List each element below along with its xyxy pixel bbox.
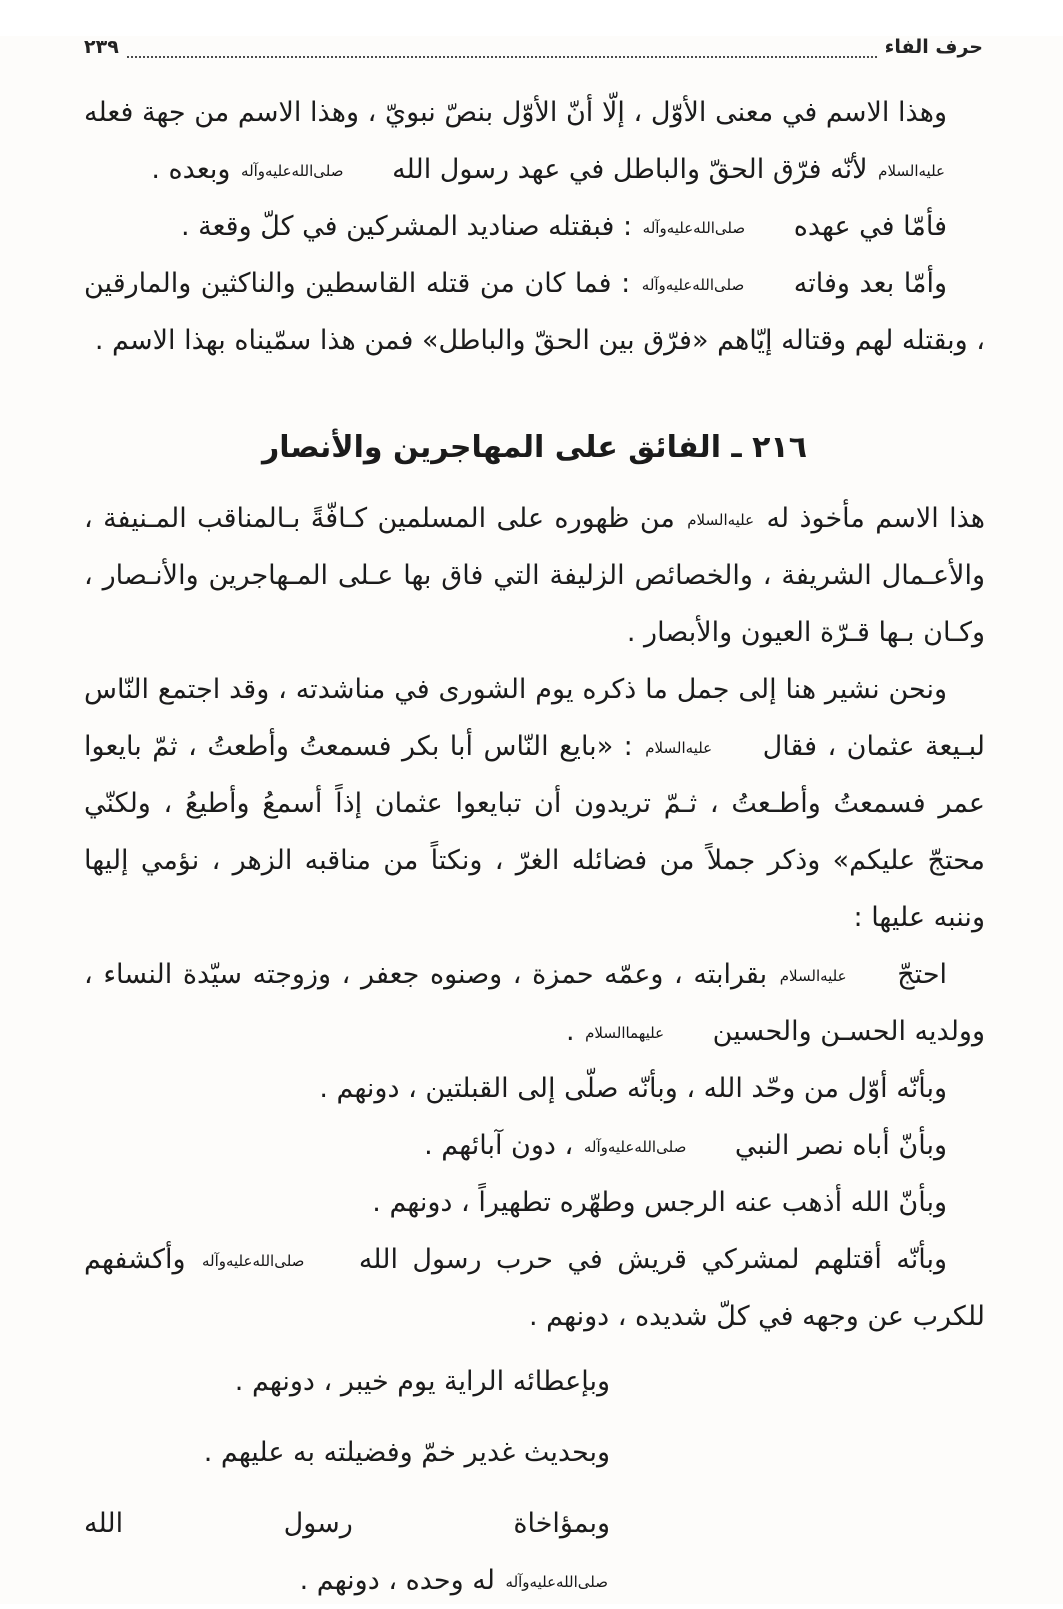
honorific-mark: عليه‌السلام xyxy=(687,511,755,529)
honorific-mark: صلى‌الله‌عليه‌وآله xyxy=(505,1573,608,1591)
paragraph xyxy=(84,198,985,255)
text-segment: وبأنّ الله أذهب عنه الرجس وطهّره تطهيراً ، دونهم . xyxy=(372,1187,947,1218)
paragraph xyxy=(84,84,985,198)
text-segment: ونحن نشير هنا إلى جمل ما ذكره يوم الشورى في مناشدته ، وقد اجتمع النّاس لبـيعة عثمان ، فقال xyxy=(84,674,985,762)
text-segment: من ظهوره على المسلمين كـافّةً بـالمناقب المـنيفة ، والأعـمال الشريفة ، والخصائص الزليفة التي فاق بها عـلى المـهاجرين والأنـصار ، وكـان بـها قـرّة العيون والأبصار . xyxy=(84,503,985,648)
text-segment: ، دون آبائهم . xyxy=(424,1130,582,1161)
honorific-mark: عليه‌السلام xyxy=(645,739,713,757)
page-number: ٢٣٩ xyxy=(84,36,119,58)
paragraph xyxy=(84,1060,985,1117)
honorific-mark: عليه‌السلام xyxy=(779,967,847,985)
text-segment: هذا الاسم مأخوذ له xyxy=(756,503,985,534)
paragraph xyxy=(84,1231,985,1345)
page-body xyxy=(84,84,985,1609)
text-segment: وأكشفهم للكرب عن وجهه في كلّ شديده ، دونهم . xyxy=(84,1244,985,1332)
dotted-leader xyxy=(127,41,877,58)
text-segment: : «بايع النّاس أبا بكر فسمعتُ وأطعتُ ، ثمّ بايعوا عمر فسمعتُ وأطـعتُ ، ثـمّ تريدون أن تبايعوا عثمان إذاً أسمعُ وأطيعُ ، ولكنّي محتجّ عليكم» وذكر جملاً من فضائله الغرّ ، ونكتاً من مناقبه الزهر ، نؤمي إليها وننبه عليها : xyxy=(84,731,985,933)
text-segment: . xyxy=(565,1016,584,1047)
paragraph xyxy=(84,1495,985,1609)
page-header xyxy=(84,36,985,58)
text-segment: : فبقتله صناديد المشركين في كلّ وقعة . xyxy=(181,211,641,242)
text-segment: وأمّا بعد وفاته xyxy=(784,268,947,299)
honorific-mark: صلى‌الله‌عليه‌وآله xyxy=(583,1138,687,1156)
section-heading xyxy=(84,419,985,476)
text-segment: احتجّ xyxy=(886,959,948,990)
chapter-title: حرف الفاء xyxy=(884,36,983,58)
paragraph xyxy=(84,490,985,661)
text-segment: بقرابته ، وعمّه حمزة ، وصنوه جعفر ، وزوجته سيّدة النساء ، وولديه الحسـن والحسين xyxy=(84,959,985,1047)
honorific-mark: عليه‌السلام xyxy=(878,162,945,180)
honorific-mark: عليهما‌السلام xyxy=(585,1024,665,1042)
honorific-mark: صلى‌الله‌عليه‌وآله xyxy=(201,1252,305,1270)
paragraph xyxy=(84,1174,985,1231)
text-segment: لأنّه فرّق الحقّ والباطل في عهد رسول الله xyxy=(383,154,877,185)
text-segment: وبأنّه أقتلهم لمشركي قريش في حرب رسول الله xyxy=(344,1244,947,1275)
paragraph xyxy=(84,1353,985,1410)
honorific-mark: صلى‌الله‌عليه‌وآله xyxy=(641,276,745,294)
paragraph xyxy=(84,661,985,946)
honorific-mark: صلى‌الله‌عليه‌وآله xyxy=(642,219,746,237)
paragraph xyxy=(84,1424,985,1481)
text-segment: وبأنّه أوّل من وحّد الله ، وبأنّه صلّى إلى القبلتين ، دونهم . xyxy=(319,1073,947,1104)
text-segment: ٢١٦ ـ الفائق على المهاجرين والأنصار xyxy=(261,430,808,465)
text-segment: وهذا الاسم في معنى الأوّل ، إلّا أنّ الأوّل بنصّ نبويّ ، وهذا الاسم من جهة فعله xyxy=(84,97,947,128)
text-segment: وبأنّ أباه نصر النبي xyxy=(726,1130,947,1161)
text-segment: وبإعطائه الراية يوم خيبر ، دونهم . xyxy=(234,1366,610,1397)
text-segment: له وحده ، دونهم . xyxy=(299,1565,504,1596)
text-segment: وبحديث غدير خمّ وفضيلته به عليهم . xyxy=(203,1437,610,1468)
paragraph xyxy=(84,946,985,1060)
honorific-mark: صلى‌الله‌عليه‌وآله xyxy=(241,162,344,180)
paragraph xyxy=(84,1117,985,1174)
text-segment: وبعده . xyxy=(151,154,240,185)
paragraph xyxy=(84,255,985,369)
text-segment: فأمّا في عهده xyxy=(785,211,947,242)
book-page xyxy=(0,36,1063,1604)
text-segment: : فما كان من قتله القاسطين والناكثين والمارقين ، وبقتله لهم وقتاله إيّاهم «فرّق بين الحقّ والباطل» فمن هذا سمّيناه بهذا الاسم . xyxy=(84,268,985,356)
text-segment: وبمؤاخاة رسول الله xyxy=(84,1508,610,1539)
